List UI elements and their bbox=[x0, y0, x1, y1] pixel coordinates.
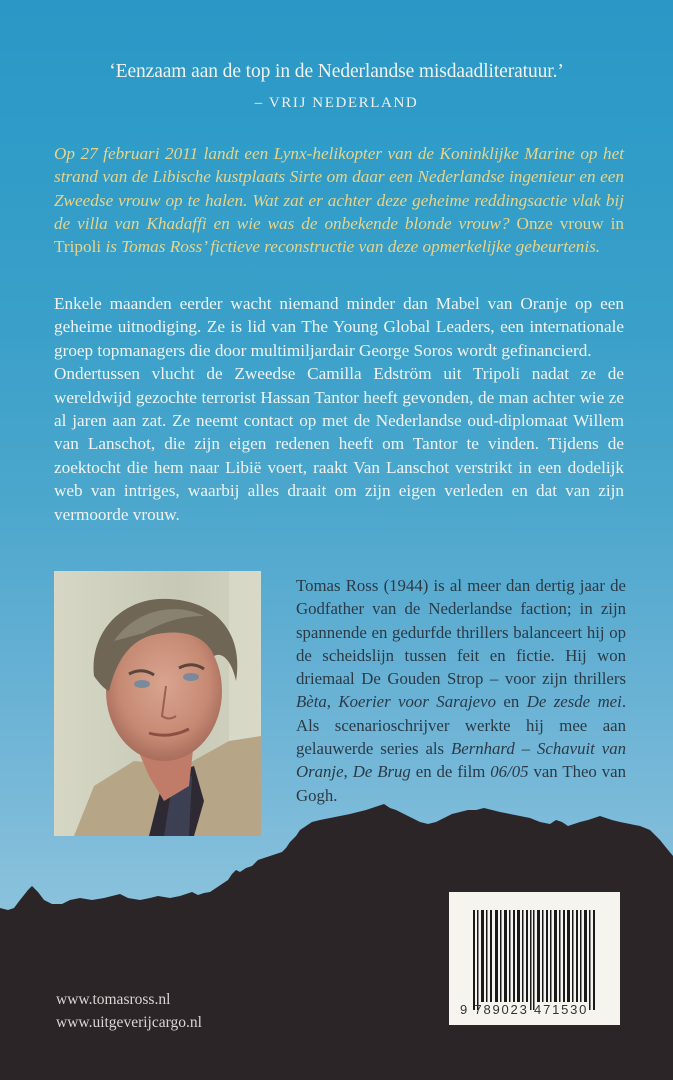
author-photo bbox=[54, 571, 261, 836]
website-links bbox=[56, 988, 202, 1034]
bio-text-4: . Als scenarioschrijver werkte hij mee aan gelauwerde series als bbox=[296, 692, 627, 759]
bio-book-2: Koerier voor Sarajevo bbox=[338, 692, 496, 712]
bio-text-3: en bbox=[495, 692, 527, 712]
publisher-website-link[interactable]: www.uitgeverijcargo.nl bbox=[56, 1014, 202, 1031]
bio-text-2: , bbox=[326, 692, 339, 712]
author-bio bbox=[296, 574, 626, 807]
author-website-link[interactable]: www.tomasross.nl bbox=[56, 991, 171, 1008]
bio-film: 06/05 bbox=[490, 762, 529, 782]
bio-text-5: , bbox=[343, 762, 353, 782]
bio-series-2: De Brug bbox=[352, 762, 411, 782]
bio-book-1: Bèta bbox=[296, 692, 327, 712]
intro-book-title: Onze vrouw in Tripoli bbox=[54, 213, 624, 257]
author-portrait-icon bbox=[54, 571, 261, 836]
synopsis-paragraph-1: Enkele maanden eerder wacht niemand minder dan Mabel van Oranje op een geheime uitnodiging. Ze is lid van The Young Global Leaders, een internationale groep topmanagers die door multimiljardair George Soros wordt gefinancierd. bbox=[54, 294, 624, 360]
bio-book-3: De zesde mei bbox=[526, 692, 622, 712]
bio-series-1: Bernhard – Schavuit van Oranje bbox=[296, 739, 626, 782]
synopsis bbox=[54, 292, 624, 526]
bio-text-1: Tomas Ross (1944) is al meer dan dertig jaar de Godfather van de Nederlandse faction; in zijn spannende en gedurfde thrillers balanceert hij op de scheidslijn tussen feit en fictie. Hij won driemaal De Gouden Strop – voor zijn thrillers bbox=[296, 576, 626, 689]
synopsis-paragraph-2: Ondertussen vlucht de Zweedse Camilla Edström uit Tripoli nadat ze de wereldwijd gezochte terrorist Hassan Tantor heeft gevonden, de man achter wie ze al jaren aan zat. Ze neemt contact op met de Nederlandse oud-diplomaat Willem van Lanschot, die zijn eigen redenen heeft om Tantor te vinden. Tijdens de zoektocht die hem naar Libië voert, raakt Van Lanschot verstrikt in een dodelijk web van intriges, waarbij alles draait om zijn eigen verleden en dat van zijn vermoorde vrouw. bbox=[54, 364, 624, 524]
intro-blurb bbox=[54, 142, 624, 258]
isbn-number: 9 789023 471530 bbox=[460, 1002, 589, 1017]
bio-text-7: van Theo van Gogh. bbox=[296, 762, 626, 805]
bio-text-6: en de film bbox=[410, 762, 491, 782]
review-quote-source: – VRIJ NEDERLAND bbox=[254, 95, 419, 111]
review-quote: ‘Eenzaam aan de top in de Nederlandse misdaadliteratuur.’ bbox=[109, 61, 564, 82]
intro-part-2: is Tomas Ross’ fictieve reconstructie van deze opmerkelijke gebeurtenis. bbox=[101, 237, 601, 257]
intro-part-1: Op 27 februari 2011 landt een Lynx-helikopter van de Koninklijke Marine op het strand van de Libische kustplaats Sirte om daar een Nederlandse ingenieur en een Zweedse vrouw op te halen. Wat zat er achter deze geheime reddingsactie vlak bij de villa van Khadaffi en wie was de onbekende blonde vrouw? bbox=[54, 144, 624, 233]
